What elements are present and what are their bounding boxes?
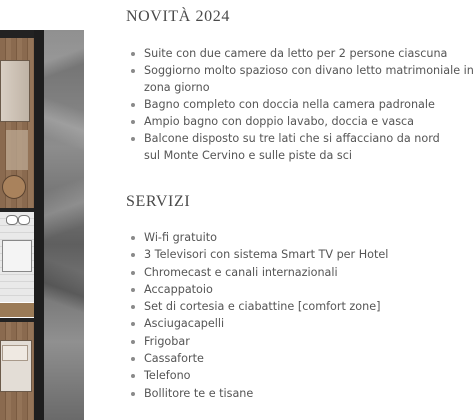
servizi-title: SERVIZI [126, 193, 191, 210]
list-item-text: sul Monte Cervino e sulle piste da sci [144, 149, 352, 162]
bed [0, 60, 30, 122]
room-description [118, 0, 474, 420]
list-item: 3 Televisori con sistema Smart TV per Hotel [118, 246, 420, 263]
list-item: Telefono [118, 367, 420, 384]
pillow [2, 345, 28, 361]
list-item [118, 130, 440, 164]
marble-wall [44, 30, 84, 420]
list-item-text: Balcone disposto su tre lati che si affacciano da nord [144, 132, 440, 145]
novita-title: NOVITÀ 2024 [126, 8, 230, 25]
list-item: Bollitore te e tisane [118, 385, 420, 402]
servizi-list [118, 229, 420, 402]
list-item [118, 62, 474, 96]
list-item: Bagno completo con doccia nella camera padronale [118, 96, 420, 113]
list-item-text: zona giorno [144, 81, 210, 94]
list-item: Chromecast e canali internazionali [118, 264, 420, 281]
list-item: Frigobar [118, 333, 420, 350]
novita-list [118, 45, 474, 164]
floor-plan-image [0, 0, 84, 420]
list-item: Wi-fi gratuito [118, 229, 420, 246]
list-item: Asciugacapelli [118, 315, 420, 332]
list-item: Suite con due camere da letto per 2 persone ciascuna [118, 45, 420, 62]
sink [6, 215, 18, 225]
shelf [0, 303, 34, 317]
list-item: Cassaforte [118, 350, 420, 367]
plan-wall [34, 30, 44, 420]
list-item-text: Soggiorno molto spazioso con divano letto matrimoniale in [144, 64, 474, 77]
sink [18, 215, 30, 225]
list-item: Set di cortesia e ciabattine [comfort zone] [118, 298, 420, 315]
bathtub [2, 240, 32, 272]
list-item: Accappatoio [118, 281, 420, 298]
round-table [2, 175, 26, 199]
rug [6, 130, 28, 170]
list-item: Ampio bagno con doppio lavabo, doccia e vasca [118, 113, 420, 130]
